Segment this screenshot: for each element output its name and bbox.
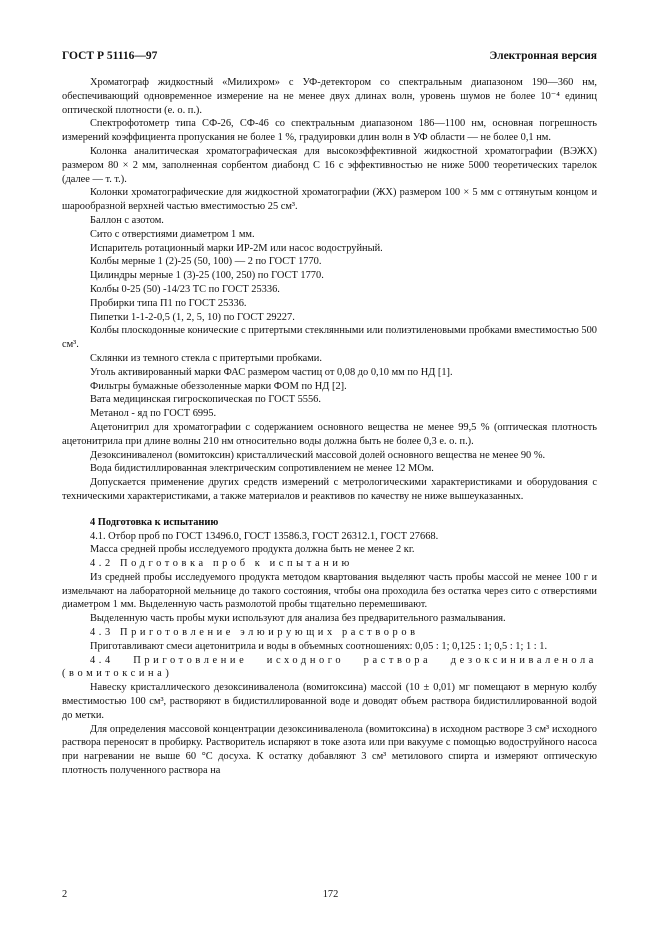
header-standard-number: ГОСТ Р 51116—97	[62, 50, 158, 62]
paragraph: Навеску кристаллического дезоксиниваленола (вомитоксина) массой (10 ± 0,01) мг помещают в мерную колбу вместимостью 100 см³, растворяют в бидистиллированной воде и доводят объем раствора бидистиллированной водой до метки.	[62, 682, 597, 721]
paragraph: Спектрофотометр типа СФ-26, СФ-46 со спектральным диапазоном 186—1100 нм, основная погрешность измерений коэффициента пропускания не более 1 %, градуировки длин волн в УФ области — не более 0,1 нм.	[62, 118, 597, 144]
page-number-local: 2	[62, 889, 68, 900]
subsection-title: 4.4 Приготовление исходного раствора дезоксиниваленола (вомитоксина)	[62, 654, 597, 680]
paragraph: Уголь активированный марки ФАС размером частиц от 0,08 до 0,10 мм по НД [1].	[90, 366, 453, 378]
header-edition-label: Электронная версия	[489, 50, 597, 62]
paragraph: Допускается применение других средств измерений с метрологическими характеристиками и оборудования с техническими характеристиками, а также материалов и реактивов по качеству не ниже вышеуказанных.	[62, 477, 597, 502]
paragraph: Баллон с азотом.	[90, 214, 164, 226]
paragraph: Метанол - яд по ГОСТ 6995.	[90, 408, 217, 420]
document-body	[62, 76, 597, 778]
paragraph: Для определения массовой концентрации дезоксиниваленола (вомитоксина) в исходном растворе 3 см³ исходного раствора переносят в пробирку. Растворитель испаряют в токе азота или при вакууме с помощью водоструйного насоса при нагревании не выше 60 °С досуха. К остатку добавляют 3 см³ метилового спирта и измеряют оптическую плотность полученного раствора на	[62, 723, 597, 777]
paragraph: Колонка аналитическая хроматографическая для высокоэффективной жидкостной хроматографии (ВЭЖХ) размером 80 × 2 мм, заполненная сорбентом диабонд С 16 с эффективностью не ниже 5000 теоретических тарелок (далее — т. т.).	[62, 145, 597, 185]
paragraph: Склянки из темного стекла с притертыми пробками.	[90, 352, 322, 364]
paragraph: Дезоксиниваленол (вомитоксин) кристаллический массовой долей основного вещества не менее 90 %.	[90, 449, 546, 461]
paragraph: Хроматограф жидкостный «Милихром» с УФ-детектором со спектральным диапазоном 190—360 нм, обеспечивающий одновременное измерение на не менее двух длинах волн, уровень шумов не более 10⁻⁴ единиц оптической плотности (е. о. п.).	[62, 77, 597, 116]
paragraph: Из средней пробы исследуемого продукта методом квартования выделяют часть пробы массой не менее 100 г и измельчают на лабораторной мельнице до такого состояния, чтобы она проходила без остатка через сито с отверстиями диаметром 1 мм. Выделенную часть размолотой пробы тщательно перемешивают.	[62, 571, 597, 611]
paragraph: Приготавливают смеси ацетонитрила и воды в объемных соотношениях: 0,05 : 1; 0,125 : 1; 0,5 : 1; 1 : 1.	[90, 640, 548, 652]
subsection-title: 4.3 Приготовление элюирующих растворов	[90, 627, 419, 639]
paragraph: Колбы плоскодонные конические с притертыми стеклянными или полиэтиленовыми пробками вместимостью 500 см³.	[62, 325, 597, 351]
paragraph: Ацетонитрил для хроматографии с содержанием основного вещества не менее 99,5 % (оптическая плотность ацетонитрила при длине волны 210 нм относительно воды должна быть не более 0,3 е. о. п.).	[62, 421, 597, 447]
paragraph: Фильтры бумажные обеззоленные марки ФОМ по НД [2].	[90, 380, 347, 392]
paragraph: Пипетки 1-1-2-0,5 (1, 2, 5, 10) по ГОСТ 29227.	[90, 311, 295, 323]
paragraph: Испаритель ротационный марки ИР-2М или насос водоструйный.	[90, 242, 383, 254]
paragraph: Сито с отверстиями диаметром 1 мм.	[90, 228, 255, 240]
section-heading: 4 Подготовка к испытанию	[90, 516, 219, 528]
paragraph: Вода бидистиллированная электрическим сопротивлением не менее 12 МОм.	[90, 463, 434, 475]
paragraph: Колбы 0-25 (50) -14/23 ТС по ГОСТ 25336.	[90, 283, 280, 295]
paragraph: Колонки хроматографические для жидкостной хроматографии (ЖХ) размером 100 × 5 мм с оттянутым концом и шарообразной верхней частью вместимостью 25 см³.	[62, 187, 597, 213]
paragraph: Колбы мерные 1 (2)-25 (50, 100) — 2 по ГОСТ 1770.	[90, 256, 322, 268]
paragraph: Масса средней пробы исследуемого продукта должна быть не менее 2 кг.	[90, 544, 415, 556]
paragraph: Пробирки типа П1 по ГОСТ 25336.	[90, 297, 247, 309]
page-number-global: 172	[322, 889, 339, 900]
subsection-title: 4.2 Подготовка проб к испытанию	[90, 558, 353, 570]
paragraph: 4.1. Отбор проб по ГОСТ 13496.0, ГОСТ 13586.3, ГОСТ 26312.1, ГОСТ 27668.	[90, 530, 439, 542]
paragraph: Выделенную часть пробы муки используют для анализа без предварительного размалывания.	[90, 613, 506, 625]
paragraph: Цилиндры мерные 1 (3)-25 (100, 250) по ГОСТ 1770.	[90, 270, 324, 282]
paragraph: Вата медицинская гигроскопическая по ГОСТ 5556.	[90, 394, 321, 406]
